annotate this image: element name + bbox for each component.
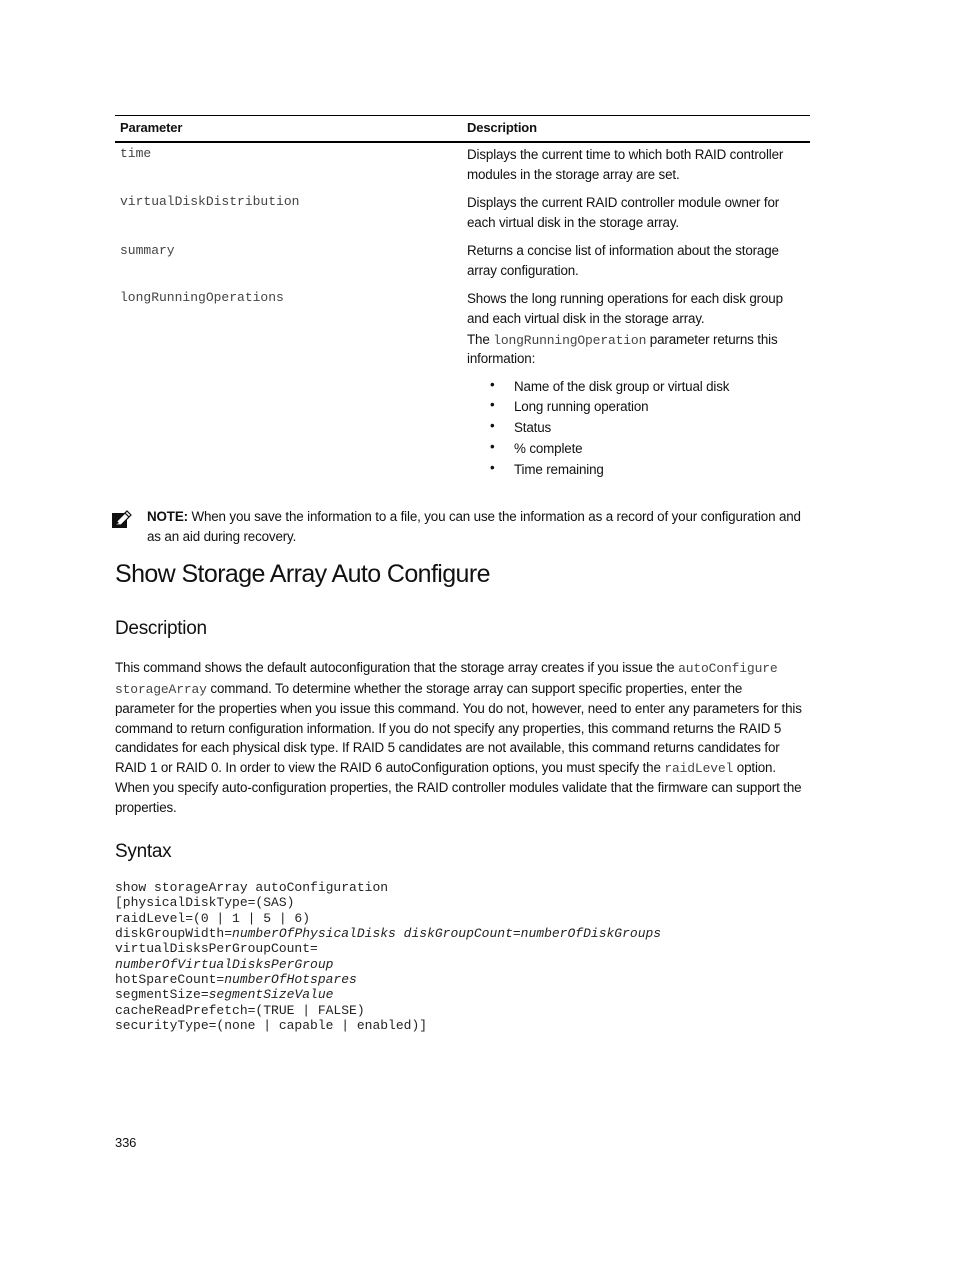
code-line: diskGroupWidth=numberOfPhysicalDisks diskGroupCount=numberOfDiskGroups bbox=[115, 926, 662, 941]
table-row-param: summary bbox=[120, 243, 175, 258]
section-title: Show Storage Array Auto Configure bbox=[115, 560, 490, 588]
list-item: Name of the disk group or virtual disk bbox=[514, 379, 730, 394]
code-line: show storageArray autoConfiguration bbox=[115, 880, 389, 895]
table-header-description: Description bbox=[467, 120, 537, 135]
bullet-icon: • bbox=[490, 439, 495, 454]
bullet-icon: • bbox=[490, 460, 495, 475]
table-row-desc: Returns a concise list of information about the storage array configuration. bbox=[467, 243, 779, 278]
page-number: 336 bbox=[115, 1135, 137, 1150]
table-top-rule bbox=[115, 115, 810, 116]
table-row-param: time bbox=[120, 146, 152, 161]
pencil-note-icon bbox=[111, 510, 133, 530]
code-line: cacheReadPrefetch=(TRUE | FALSE) bbox=[115, 1003, 365, 1018]
description-body: This command shows the default autoconfiguration that the storage array creates if you issue the autoConfigure storageArray command. To determine whether the storage array can support specific properties, enter the parameter for the properties when you issue this command. You do not, however, need to enter any parameters for this command to return configuration information. If you do not specify any properties, this command returns the RAID 5 candidates for each physical disk type. If RAID 5 candidates are not available, this command returns candidates for RAID 1 or RAID 0. In order to view the RAID 6 autoConfiguration options, you must specify the raidLevel option. When you specify auto-configuration properties, the RAID controller modules validate that the firmware can support the properties. bbox=[115, 660, 802, 815]
table-row-desc: Displays the current time to which both RAID controller modules in the storage array are set. bbox=[467, 147, 784, 182]
table-header-parameter: Parameter bbox=[120, 120, 183, 135]
lro-note: The longRunningOperation parameter returns this information: bbox=[467, 332, 778, 366]
code-line: segmentSize=segmentSizeValue bbox=[115, 987, 334, 1002]
list-item: % complete bbox=[514, 441, 583, 456]
code-line: raidLevel=(0 | 1 | 5 | 6) bbox=[115, 911, 311, 926]
note-text: NOTE: When you save the information to a file, you can use the information as a record of your configuration and as an aid during recovery. bbox=[147, 509, 801, 544]
syntax-heading: Syntax bbox=[115, 841, 172, 862]
code-line: hotSpareCount=numberOfHotspares bbox=[115, 972, 357, 987]
table-row-desc: Shows the long running operations for each disk group and each virtual disk in the storage array. bbox=[467, 291, 783, 326]
code-line: securityType=(none | capable | enabled)] bbox=[115, 1018, 428, 1033]
bullet-icon: • bbox=[490, 397, 495, 412]
table-row-desc: Displays the current RAID controller module owner for each virtual disk in the storage array. bbox=[467, 195, 780, 230]
list-item: Time remaining bbox=[514, 462, 604, 477]
list-item: Status bbox=[514, 420, 552, 435]
code-line: numberOfVirtualDisksPerGroup bbox=[115, 957, 334, 972]
code-line: [physicalDiskType=(SAS) bbox=[115, 895, 295, 910]
list-item: Long running operation bbox=[514, 399, 649, 414]
description-heading: Description bbox=[115, 618, 207, 639]
code-line: virtualDisksPerGroupCount= bbox=[115, 941, 318, 956]
bullet-icon: • bbox=[490, 418, 495, 433]
table-row-param: longRunningOperations bbox=[120, 290, 284, 305]
bullet-icon: • bbox=[490, 377, 495, 392]
table-row-param: virtualDiskDistribution bbox=[120, 194, 300, 209]
table-header-rule bbox=[115, 141, 810, 143]
